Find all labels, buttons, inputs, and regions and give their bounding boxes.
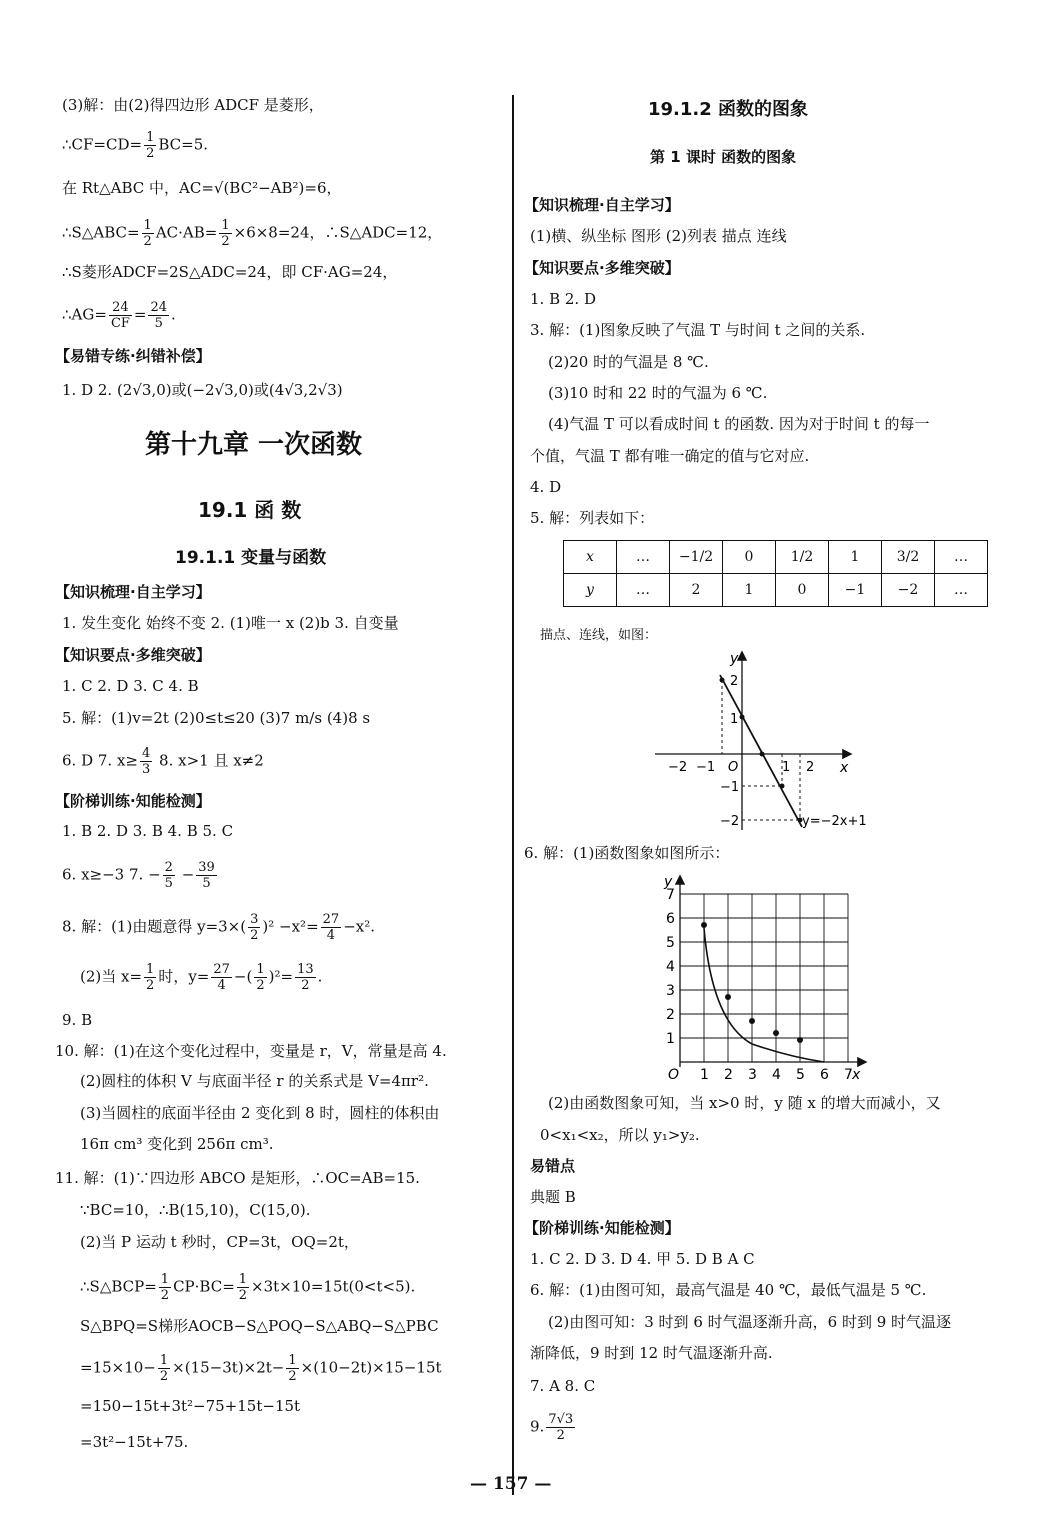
answer-line: 1. B 2. D 3. B 4. B 5. C — [62, 822, 234, 840]
table-row — [564, 541, 988, 574]
answer-line: =150−15t+3t²−75+15t−15t — [80, 1397, 301, 1415]
answer-line: S△BPQ=S梯形AOCB−S△POQ−S△ABQ−S△PBC — [80, 1317, 439, 1335]
answer-line: (1)横、纵坐标 图形 (2)列表 描点 连线 — [530, 227, 787, 245]
section-title: 19.1 函 数 — [198, 498, 302, 522]
page-number: — 157 — — [470, 1474, 552, 1494]
table-cell: 0 — [776, 574, 829, 607]
answer-line: 6. 解：(1)函数图象如图所示： — [524, 844, 730, 862]
answer-line: =3t²−15t+75. — [80, 1433, 189, 1451]
x-tick-label: 2 — [806, 760, 815, 775]
table-cell: 1/2 — [776, 541, 829, 574]
text-line: ∴CF=CD= $\frac{1}{2}$ BC=5. — [62, 130, 209, 161]
text-line: ∴AG= $\frac{24}{CF}$ = $\frac{24}{5}$ . — [62, 300, 176, 331]
table-header-cell: x — [564, 541, 617, 574]
y-tick-label: 3 — [666, 983, 675, 999]
subsection-title: 19.1.2 函数的图象 — [648, 99, 809, 120]
answer-line: (2)当 x= $\frac{1}{2}$ 时，y= $\frac{27}{4}$ −( $\frac{1}{2}$ )²= $\frac{13}{2}$ . — [80, 962, 323, 993]
y-tick-label: 7 — [666, 887, 675, 903]
data-point — [740, 715, 745, 720]
answer-line: (2)当 P 运动 t 秒时，CP=3t，OQ=2t， — [80, 1233, 359, 1251]
section-header: 【阶梯训练·知能检测】 — [55, 792, 211, 810]
answer-line: (3)当圆柱的底面半径由 2 变化到 8 时，圆柱的体积由 — [80, 1104, 440, 1122]
x-tick-label: 1 — [782, 760, 791, 775]
y-tick-label: 1 — [666, 1031, 675, 1047]
answer-line: 1. C 2. D 3. D 4. 甲 5. D B A C — [530, 1250, 755, 1268]
table-cell: −2 — [882, 574, 935, 607]
x-tick-label: −2 — [668, 760, 688, 775]
table-cell: … — [617, 574, 670, 607]
answer-line: 6. D 7. x≥ $\frac{4}{3}$ 8. x>1 且 x≠2 — [62, 746, 264, 777]
function-line — [720, 675, 802, 827]
value-table — [563, 540, 988, 607]
x-tick-label: 7 — [844, 1067, 853, 1082]
y-axis-label: y — [664, 874, 673, 890]
data-point — [701, 922, 707, 928]
x-axis-label: x — [852, 1067, 861, 1082]
table-cell: 1 — [829, 541, 882, 574]
section-header: 【阶梯训练·知能检测】 — [524, 1219, 680, 1237]
section-header: 【知识梳理·自主学习】 — [55, 583, 211, 601]
table-cell: 1 — [723, 574, 776, 607]
answer-line: 0<x₁<x₂，所以 y₁>y₂. — [540, 1126, 700, 1144]
data-point — [773, 1030, 779, 1036]
x-tick-label: 3 — [748, 1067, 757, 1082]
x-tick-label: −1 — [696, 760, 716, 775]
answer-line: 8. 解：(1)由题意得 y=3×( $\frac{3}{2}$ )² −x²= $\frac{27}{4}$ −x². — [62, 912, 375, 943]
answer-line: 4. D — [530, 478, 562, 496]
answer-line: 9. $\frac{7√3}{2}$ — [530, 1412, 574, 1443]
section-header: 易错点 — [530, 1157, 576, 1175]
answer-line: =15×10− $\frac{1}{2}$ ×(15−3t)×2t− $\frac{1}{2}$ ×(10−2t)×15−15t — [80, 1353, 442, 1384]
answer-line: 7. A 8. C — [530, 1377, 596, 1395]
section-header: 【知识要点·多维突破】 — [55, 646, 211, 664]
data-point — [797, 1037, 803, 1043]
x-tick-label: 2 — [724, 1067, 733, 1082]
answer-line: 3. 解：(1)图象反映了气温 T 与时间 t 之间的关系. — [530, 321, 866, 339]
table-cell: … — [617, 541, 670, 574]
answer-line: 10. 解：(1)在这个变化过程中，变量是 r，V，常量是高 4. — [55, 1042, 447, 1060]
y-tick-label: 4 — [666, 959, 675, 975]
y-tick-label: 6 — [666, 911, 675, 927]
answer-line: (4)气温 T 可以看成时间 t 的函数. 因为对于时间 t 的每一 — [548, 415, 930, 433]
table-cell: 3/2 — [882, 541, 935, 574]
answer-line: ∴S△BCP= $\frac{1}{2}$ CP·BC= $\frac{1}{2}$ ×3t×10=15t(0<t<5). — [80, 1272, 416, 1303]
subsection-title: 19.1.1 变量与函数 — [175, 548, 327, 568]
answer-line: (2)由图可知：3 时到 6 时气温逐渐升高，6 时到 9 时气温逐 — [548, 1313, 952, 1331]
y-tick-label: −1 — [720, 780, 740, 795]
text-line: ∴S△ABC= $\frac{1}{2}$ AC·AB= $\frac{1}{2}$ ×6×8=24，∴S△ADC=12， — [62, 218, 443, 249]
origin-label: O — [728, 760, 739, 775]
answer-line: 渐降低，9 时到 12 时气温逐渐升高. — [530, 1344, 773, 1362]
answer-line: 11. 解：(1)∵四边形 ABCO 是矩形，∴OC=AB=15. — [55, 1169, 420, 1187]
data-point — [749, 1018, 755, 1024]
x-tick-label: 1 — [700, 1067, 709, 1082]
x-axis-label: x — [840, 760, 849, 776]
section-header: 【易错专练·纠错补偿】 — [55, 347, 211, 365]
answer-line: 16π cm³ 变化到 256π cm³. — [80, 1135, 274, 1153]
table-header-cell: y — [564, 574, 617, 607]
answer-line: (2)由函数图象可知，当 x>0 时，y 随 x 的增大而减小，又 — [548, 1094, 941, 1112]
answer-line: 1. D 2. (2√3,0)或(−2√3,0)或(4√3,2√3) — [62, 381, 343, 399]
column-divider — [512, 95, 514, 1495]
origin-label: O — [668, 1067, 680, 1082]
answer-line: 1. B 2. D — [530, 290, 596, 308]
answer-line: 5. 解：列表如下： — [530, 509, 655, 527]
inverse-function-graph — [660, 872, 870, 1082]
answer-line: (2)圆柱的体积 V 与底面半径 r 的关系式是 V=4πr². — [80, 1072, 429, 1090]
x-tick-label: 6 — [820, 1067, 829, 1082]
table-cell: 2 — [670, 574, 723, 607]
table-cell: −1 — [829, 574, 882, 607]
y-tick-label: −2 — [720, 814, 740, 829]
table-cell: −1/2 — [670, 541, 723, 574]
table-cell: … — [935, 574, 988, 607]
y-tick-label: 1 — [730, 712, 739, 727]
text-line: ∴S菱形ADCF=2S△ADC=24，即 CF·AG=24， — [62, 263, 398, 281]
grid — [680, 894, 848, 1062]
data-point — [780, 784, 785, 789]
lesson-title: 第 1 课时 函数的图象 — [650, 148, 797, 166]
table-row — [564, 574, 988, 607]
data-point — [720, 678, 725, 683]
y-tick-label: 5 — [666, 935, 675, 951]
answer-line: (2)20 时的气温是 8 ℃. — [548, 353, 709, 371]
x-tick-label: 4 — [772, 1067, 781, 1082]
chapter-title: 第十九章 一次函数 — [145, 430, 363, 460]
section-header: 【知识梳理·自主学习】 — [524, 196, 680, 214]
answer-line: 个值，气温 T 都有唯一确定的值与它对应. — [530, 447, 810, 465]
y-axis-label: y — [730, 651, 739, 667]
answer-line: 典题 B — [530, 1188, 576, 1206]
text-line: 在 Rt△ABC 中，AC=√(BC²−AB²)=6， — [62, 179, 342, 197]
data-point — [725, 994, 731, 1000]
answer-line: 1. C 2. D 3. C 4. B — [62, 677, 199, 695]
curve — [704, 928, 824, 1062]
answer-line: 1. 发生变化 始终不变 2. (1)唯一 x (2)b 3. 自变量 — [62, 614, 399, 632]
table-cell: … — [935, 541, 988, 574]
caption: 描点、连线，如图： — [540, 628, 658, 643]
answer-line: 9. B — [62, 1011, 93, 1029]
linear-function-graph — [650, 645, 870, 835]
x-tick-label: 5 — [796, 1067, 805, 1082]
y-tick-label: 2 — [730, 674, 739, 689]
answer-line: ∵BC=10，∴B(15,10)，C(15,0). — [80, 1201, 311, 1219]
data-point — [760, 752, 765, 757]
line-equation-label: y=−2x+1 — [802, 814, 867, 829]
section-header: 【知识要点·多维突破】 — [524, 259, 680, 277]
answer-line: 6. 解：(1)由图可知，最高气温是 40 ℃，最低气温是 5 ℃. — [530, 1281, 927, 1299]
answer-line: 6. x≥−3 7. − $\frac{2}{5}$ − $\frac{39}{5}$ — [62, 860, 215, 891]
text-line: (3)解：由(2)得四边形 ADCF 是菱形， — [62, 96, 324, 114]
table-cell: 0 — [723, 541, 776, 574]
answer-line: 5. 解：(1)v=2t (2)0≤t≤20 (3)7 m/s (4)8 s — [62, 709, 371, 727]
y-tick-label: 2 — [666, 1007, 675, 1023]
answer-line: (3)10 时和 22 时的气温为 6 ℃. — [548, 384, 768, 402]
